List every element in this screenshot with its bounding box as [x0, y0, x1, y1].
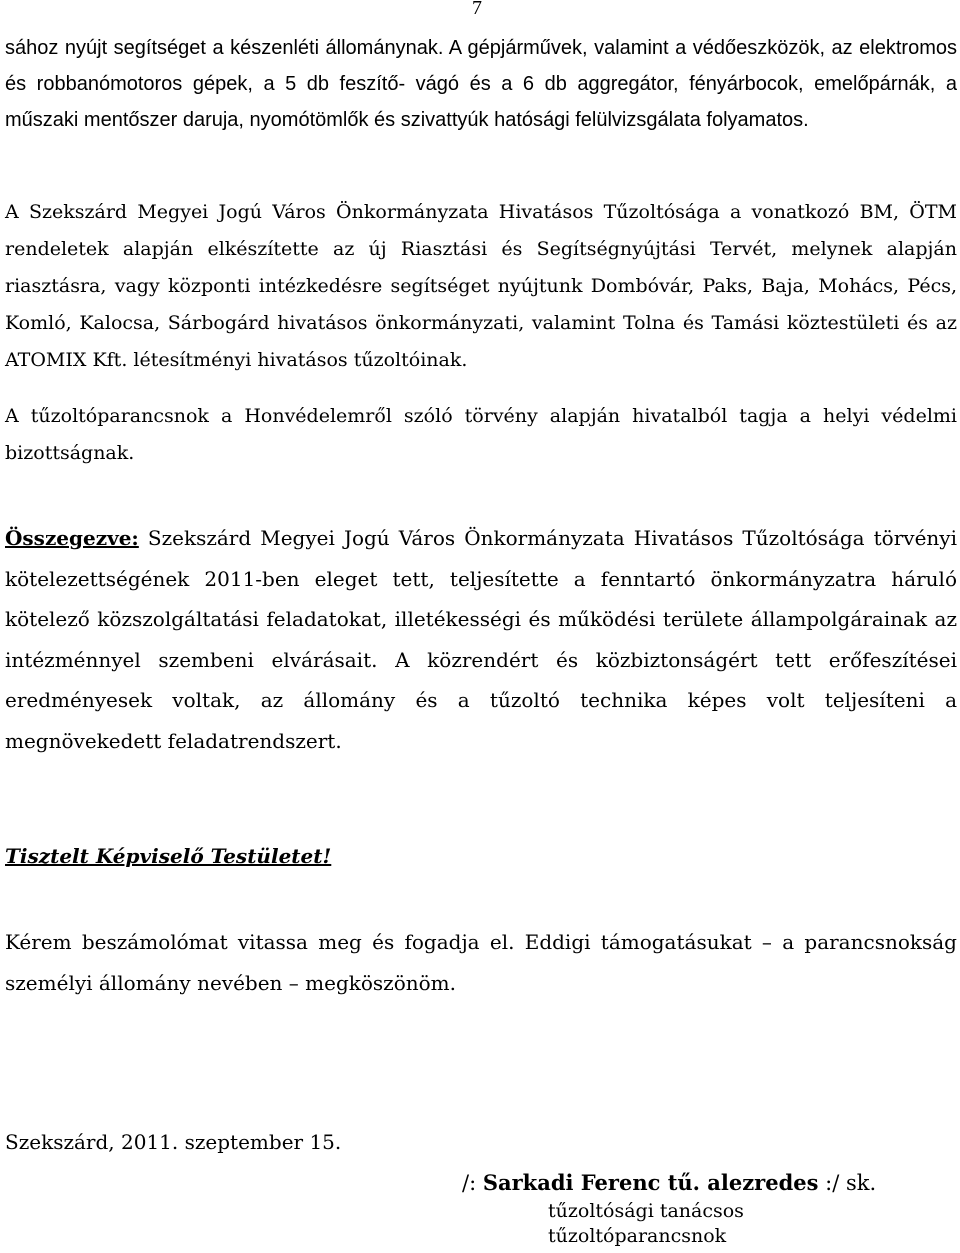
signature-suffix: :/ sk.: [818, 1171, 877, 1195]
paragraph-summary: [5, 518, 957, 761]
summary-label: Összegezve:: [5, 526, 139, 550]
signature-line: [462, 1170, 876, 1195]
signature-title-2: tűzoltóparancsnok: [548, 1225, 727, 1247]
salutation: Tisztelt Képviselő Testületet!: [5, 844, 332, 868]
signature-name: Sarkadi Ferenc tű. alezredes: [482, 1170, 819, 1195]
signature-title-1: tűzoltósági tanácsos: [548, 1200, 744, 1222]
summary-text: Szekszárd Megyei Jogú Város Önkormányzata Hivatásos Tűzoltósága törvényi kötelezettségének 2011-ben eleget tett, teljesítette a fenntartó önkormányzatra háruló kötelező közszolgáltatási feladatokat, illetékességi és működési területe állampolgárainak az intézménnyel szembeni elvárásait. A közrendért és közbiztonságért tett erőfeszítései eredményesek voltak, az állomány és a tűzoltó technika képes volt teljesíteni a megnövekedett feladatrendszert.: [5, 526, 957, 753]
paragraph-alarm-plan: A Szekszárd Megyei Jogú Város Önkormányzata Hivatásos Tűzoltósága a vonatkozó BM, ÖTM rendeletek alapján elkészítette az új Riasztási és Segítségnyújtási Tervét, melynek alapján riasztásra, vagy központi intézkedésre segítséget nyújtunk Dombóvár, Paks, Baja, Mohács, Pécs, Komló, Kalocsa, Sárbogárd hivatásos önkormányzati, valamint Tolna és Tamási köztestületi és az ATOMIX Kft. létesítményi hivatásos tűzoltóinak.: [5, 201, 957, 371]
signature-prefix: /:: [462, 1171, 483, 1195]
dateline: Szekszárd, 2011. szeptember 15.: [5, 1130, 342, 1154]
paragraph-defense-committee: A tűzoltóparancsnok a Honvédelemről szóló törvény alapján hivatalból tagja a helyi védelmi bizottságnak.: [5, 405, 957, 464]
closing-request: Kérem beszámolómat vitassa meg és fogadja el. Eddigi támogatásukat – a parancsnokság személyi állomány nevében – megköszönöm.: [5, 930, 957, 995]
paragraph-equipment-inspection: sához nyújt segítséget a készenléti állománynak. A gépjárművek, valamint a védőeszközök, az elektromos és robbanómotoros gépek, a 5 db feszítő- vágó és a 6 db aggregátor, fényárbocok, emelőpárnák, a műszaki mentőszer daruja, nyomótömlők és szivattyúk hatósági felülvizsgálata folyamatos.: [5, 37, 957, 131]
page-number: 7: [472, 0, 482, 19]
